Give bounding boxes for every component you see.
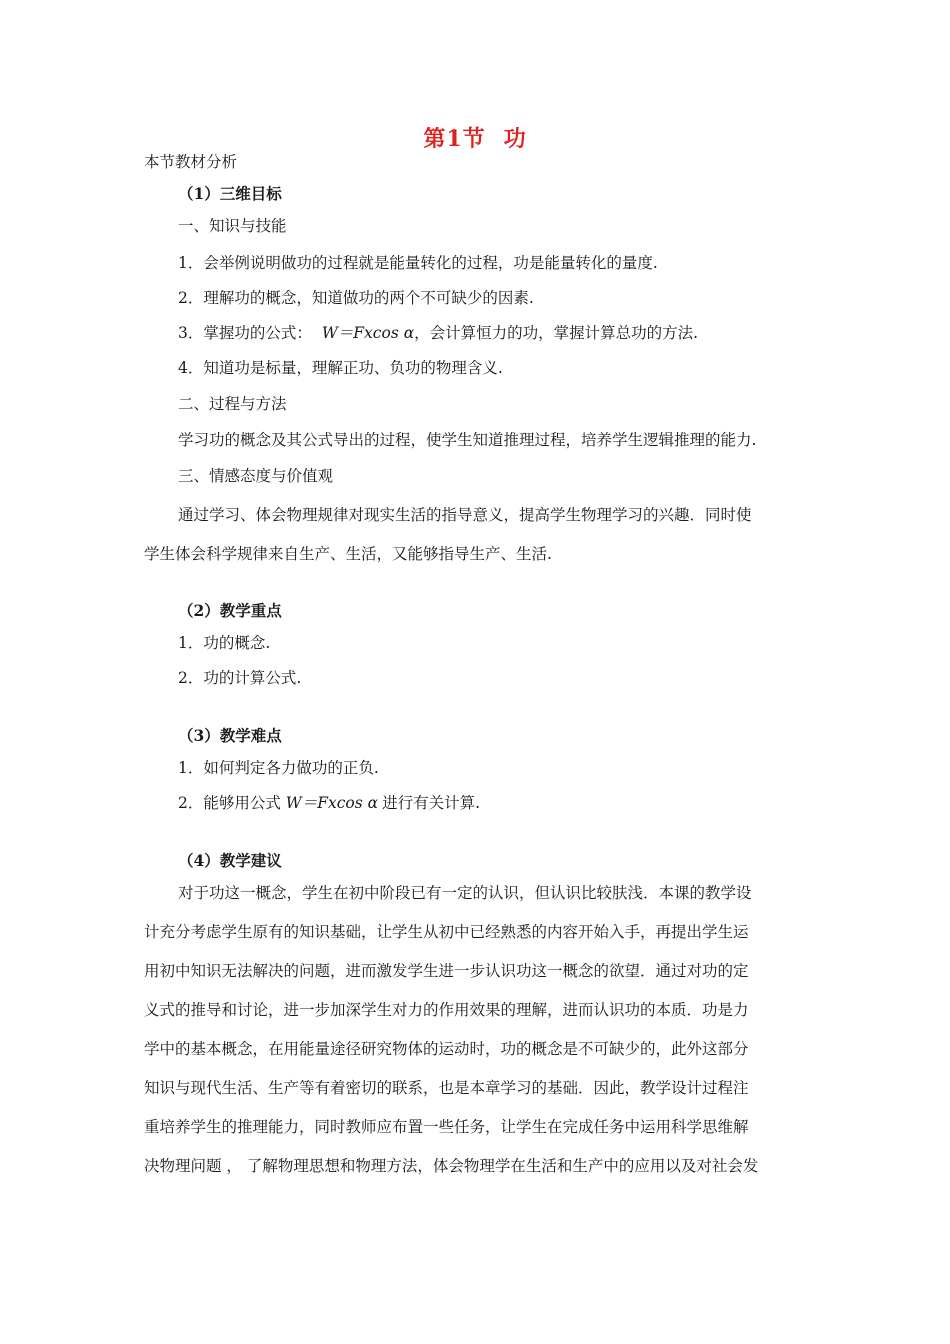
difficulty-item-2-text: 2．能够用公式: [178, 794, 286, 812]
difficulty-item-2: [178, 793, 480, 813]
section-heading-objectives: （1）三维目标: [178, 184, 282, 203]
title-topic: 功: [503, 126, 527, 152]
difficulty-item-1: 1．如何判定各力做功的正负.: [178, 759, 379, 777]
emotion-text-line-2: 学生体会科学规律来自生产、生活，又能够指导生产、生活.: [144, 545, 552, 563]
difficulty-item-2-suffix: 进行有关计算.: [382, 794, 481, 812]
knowledge-item-1: 1．会举例说明做功的过程就是能量转化的过程，功是能量转化的量度.: [178, 254, 658, 272]
process-text: 学习功的概念及其公式导出的过程，使学生知道推理过程，培养学生逻辑推理的能力.: [178, 431, 757, 449]
suggestion-line: 对于功这一概念，学生在初中阶段已有一定的认识，但认识比较肤浅．本课的教学设: [178, 884, 752, 902]
section-heading-suggestions: （4）教学建议: [178, 851, 282, 870]
intro-label: 本节教材分析: [144, 153, 238, 171]
section-heading-focus: （2）教学重点: [178, 601, 282, 620]
suggestion-line: 知识与现代生活、生产等有着密切的联系，也是本章学习的基础．因此，教学设计过程注: [144, 1079, 749, 1097]
suggestion-line: 计充分考虑学生原有的知识基础，让学生从初中已经熟悉的内容开始入手，再提出学生运: [144, 923, 749, 941]
suggestion-line: 学中的基本概念，在用能量途径研究物体的运动时，功的概念是不可缺少的，此外这部分: [144, 1040, 749, 1058]
section-heading-difficulty: （3）教学难点: [178, 726, 282, 745]
work-formula: W＝Fxcos α: [321, 324, 415, 342]
title-section-number: 第1节: [423, 126, 486, 152]
knowledge-item-3-suffix: ，会计算恒力的功，掌握计算总功的方法.: [414, 324, 699, 342]
suggestion-line: 决物理问题 ， 了解物理思想和物理方法，体会物理学在生活和生产中的应用以及对社会发: [144, 1157, 759, 1175]
suggestion-line: 用初中知识无法解决的问题，进而激发学生进一步认识功这一概念的欲望．通过对功的定: [144, 962, 749, 980]
knowledge-item-4: 4．知道功是标量，理解正功、负功的物理含义.: [178, 359, 503, 377]
knowledge-item-3-text: 3．掌握功的公式：: [178, 324, 312, 342]
focus-item-2: 2．功的计算公式.: [178, 669, 302, 687]
subheading-knowledge: 一、知识与技能: [178, 217, 287, 235]
work-formula-2: W＝Fxcos α: [285, 794, 379, 812]
suggestion-line: 义式的推导和讨论，进一步加深学生对力的作用效果的理解，进而认识功的本质．功是力: [144, 1001, 749, 1019]
subheading-emotion: 三、情感态度与价值观: [178, 467, 334, 485]
knowledge-item-3: [178, 323, 698, 343]
emotion-text-line-1: 通过学习、体会物理规律对现实生活的指导意义，提高学生物理学习的兴趣．同时使: [178, 506, 752, 524]
knowledge-item-2: 2．理解功的概念，知道做功的两个不可缺少的因素.: [178, 289, 534, 307]
suggestion-line: 重培养学生的推理能力，同时教师应布置一些任务，让学生在完成任务中运用科学思维解: [144, 1118, 749, 1136]
page-title: [0, 122, 950, 153]
subheading-process: 二、过程与方法: [178, 395, 287, 413]
focus-item-1: 1．功的概念.: [178, 634, 271, 652]
